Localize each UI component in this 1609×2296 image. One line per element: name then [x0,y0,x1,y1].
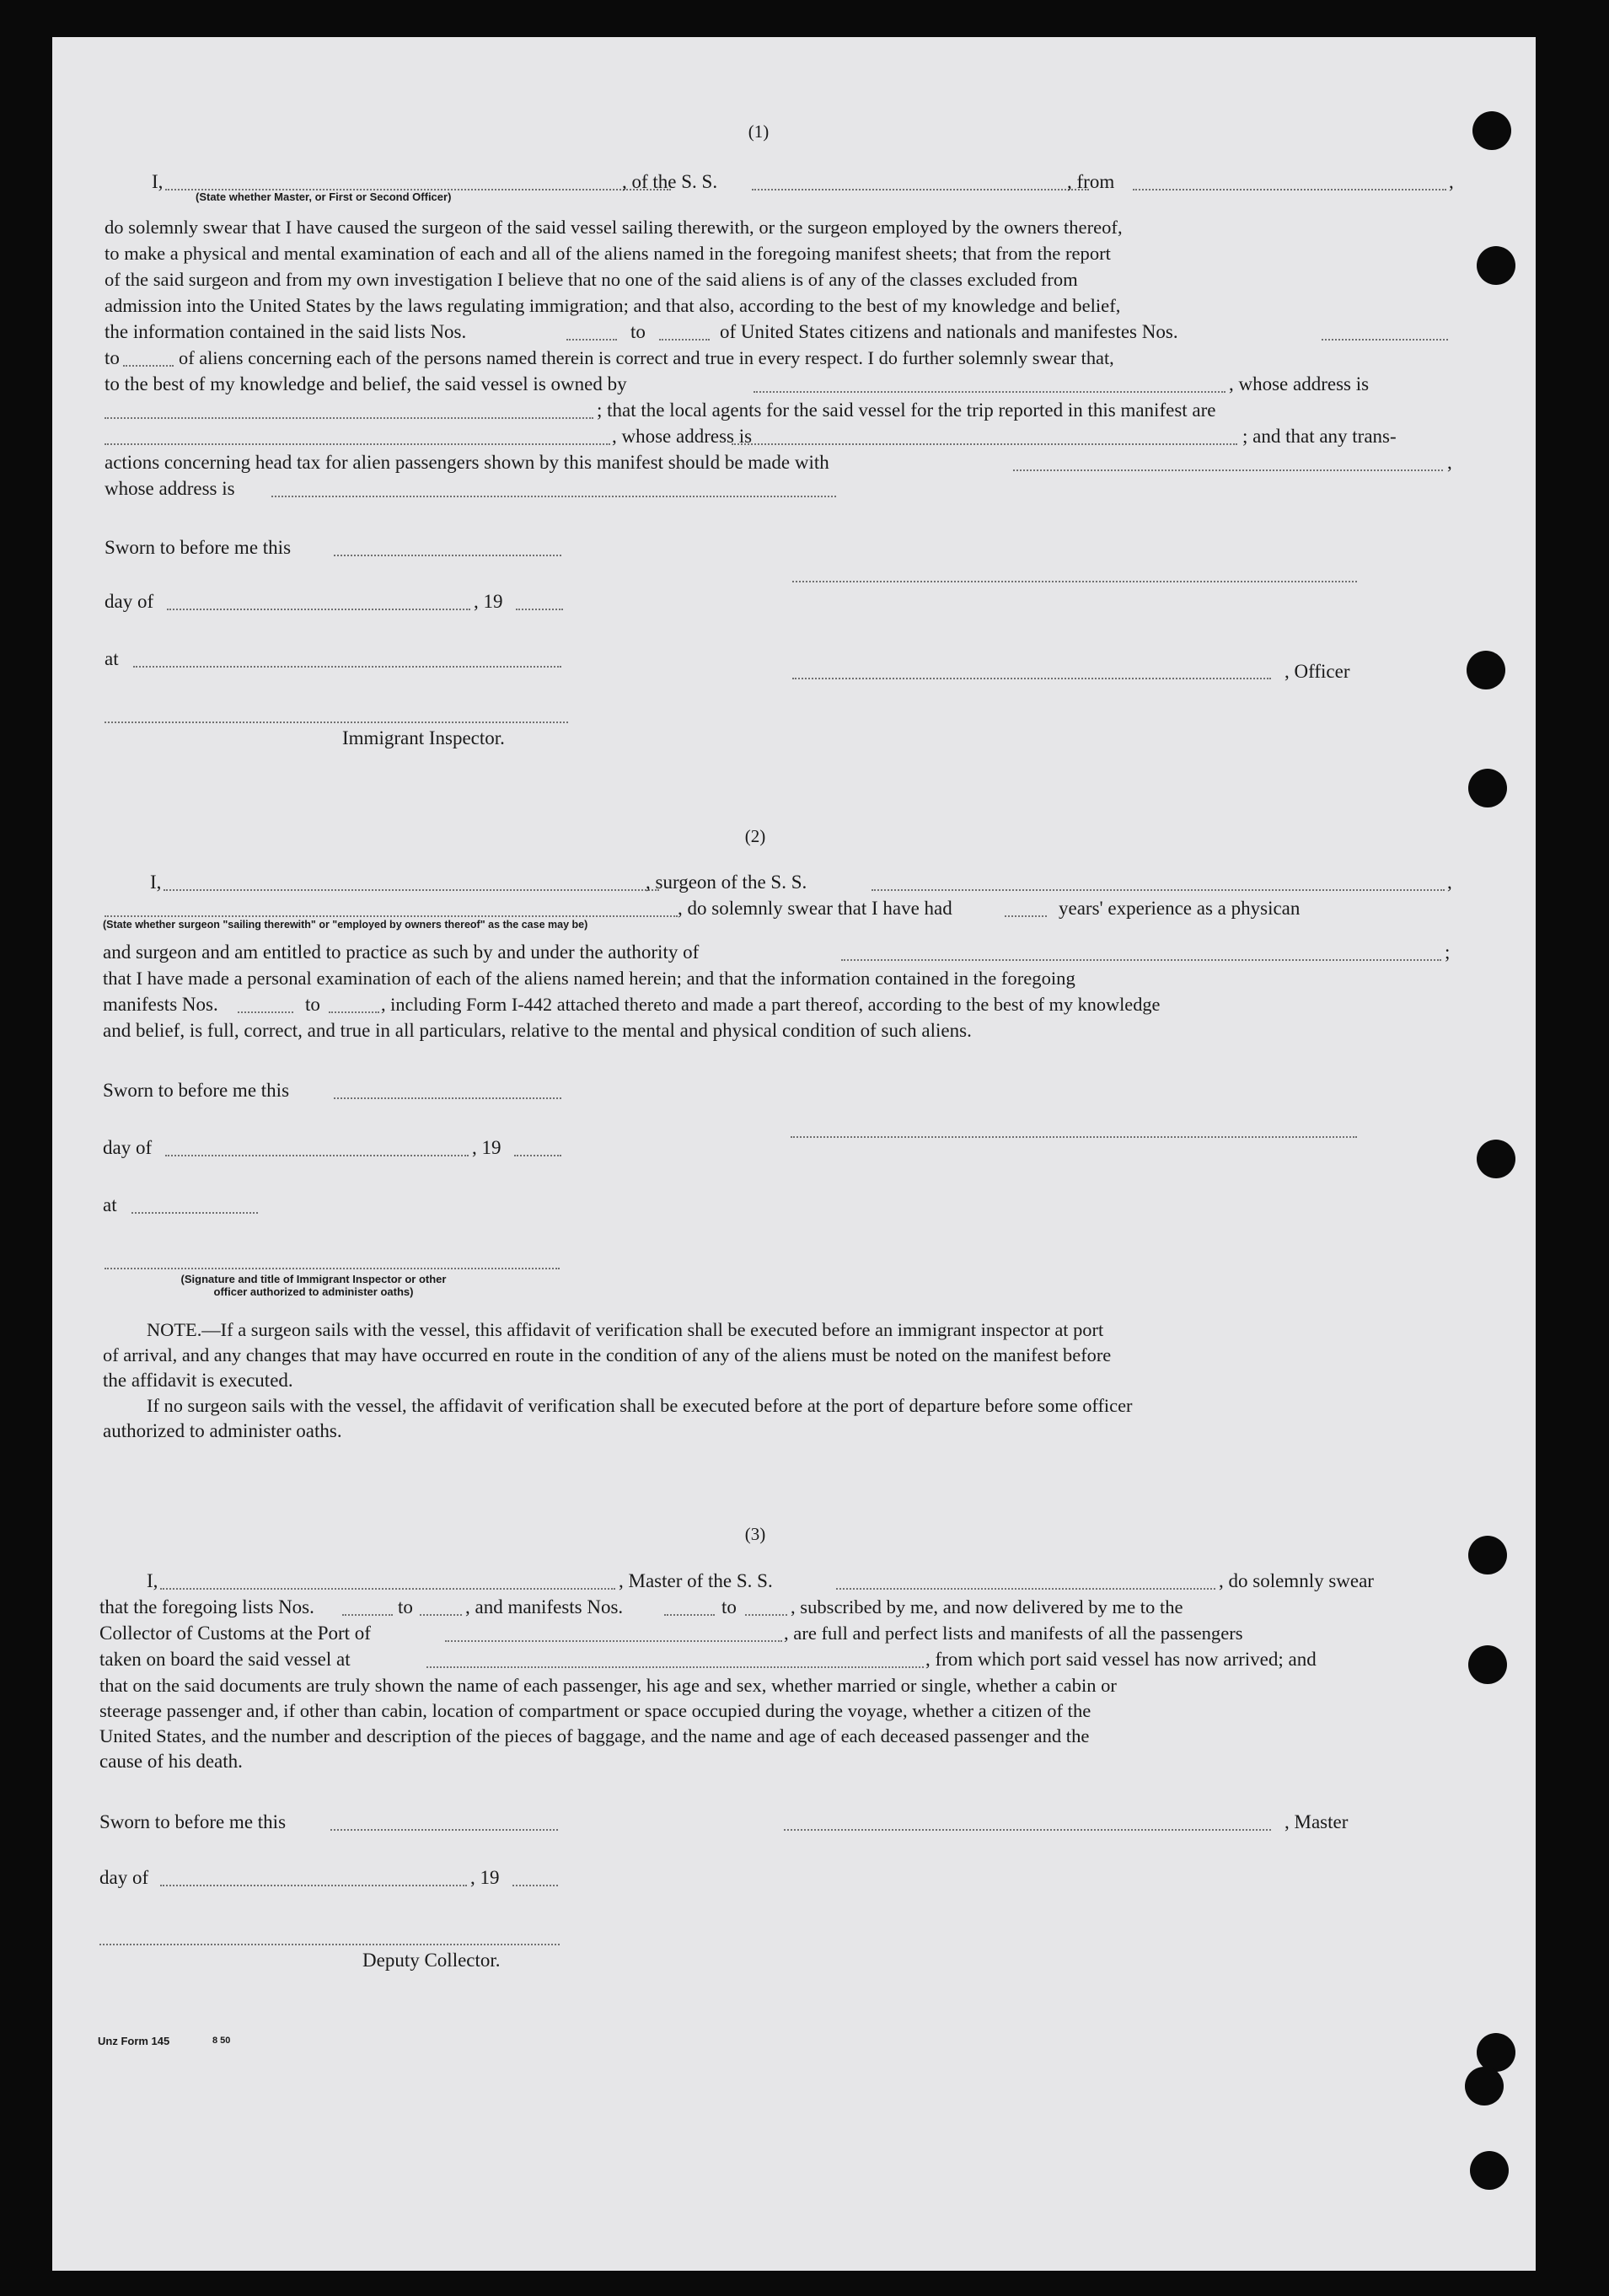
boarding-port-blank [426,1666,924,1668]
signature-hint [128,1273,499,1298]
oath-text: cause of his death. [99,1751,243,1772]
surgeon-type-blank [105,915,678,917]
lists-from-blank [342,1614,393,1616]
vessel-blank [752,189,1089,190]
oath-text: do solemnly swear that I have caused the surgeon of the said vessel sailing therewith, or the surgeon employed by the owners thereof, [105,217,1123,238]
punch-hole [1468,769,1507,807]
officer-name-blank [792,678,1271,679]
year-label: , 19 [472,1137,501,1158]
manifests-to-blank [123,365,174,367]
punch-hole [1468,1645,1507,1684]
port-blank [1133,189,1446,190]
oath-text: , are full and perfect lists and manifests of all the passengers [784,1623,1243,1644]
oath-text: manifests Nos. [103,994,218,1015]
at-blank [131,1212,258,1214]
day-label: day of [103,1137,153,1158]
lists-to-blank [420,1614,462,1616]
oath-line: , surgeon of the S. S. [646,872,807,893]
oath-text: steerage passenger and, if other than cabin, location of compartment or space occupied during the voyage, whether a citizen of the [99,1700,1091,1721]
day-label: day of [99,1867,149,1888]
oath-text: , from which port said vessel has now arrived; and [925,1649,1317,1670]
oath-text: to [305,994,320,1015]
oath-line: , [1447,872,1452,893]
oath-text: to [630,321,646,342]
oath-text: to [721,1596,737,1617]
day-blank [167,609,470,610]
oath-line: , do solemnly swear that I have had [678,898,952,919]
sworn-date-blank [334,1097,561,1099]
vessel-blank [872,889,1445,891]
master-label: , Master [1285,1811,1349,1832]
day-blank [165,1155,469,1156]
collector-label: Deputy Collector. [362,1950,501,1971]
officer-label: , Officer [1285,661,1350,682]
lists-to-blank [659,339,710,341]
oath-text: that I have made a personal examination of each of the aliens named herein; and that the information contained in the foregoing [103,968,1075,989]
section-number: (3) [744,1524,766,1544]
owner-address-blank [105,417,593,419]
oath-text: taken on board the said vessel at [99,1649,351,1670]
oath-text: , [1447,452,1452,473]
note-text: the affidavit is executed. [103,1370,293,1391]
signature-hint-line: officer authorized to administer oaths) [213,1285,414,1298]
surgeon-signature-blank [791,1136,1357,1138]
officer-hint: (State whether Master, or First or Second Officer) [196,190,452,203]
year-label: , 19 [470,1867,500,1888]
master-blank [160,1588,615,1590]
oath-text: to [398,1596,413,1617]
manifests-to-blank [329,1011,379,1013]
section-number: (1) [748,121,770,142]
sworn-date-blank [334,555,561,556]
note-text: If no surgeon sails with the vessel, the affidavit of verification shall be executed before at the port of departure before some officer [147,1395,1133,1416]
master-signature-blank [784,1829,1271,1831]
oath-text: admission into the United States by the laws regulating immigration; and that also, according to the best of my knowledge and belief, [105,295,1121,316]
oath-text: and belief, is full, correct, and true in all particulars, relative to the mental and physical condition of such aliens. [103,1020,972,1041]
note-text: of arrival, and any changes that may have occurred en route in the condition of any of the aliens must be noted on the manifest before [103,1344,1112,1365]
year-label: , 19 [474,591,503,612]
inspector-signature-blank [105,1268,560,1269]
oath-line: I, [152,171,164,192]
oath-text: to the best of my knowledge and belief, the said vessel is owned by [105,373,627,394]
surgeon-blank [164,889,659,891]
collector-signature-blank [99,1944,560,1945]
oath-text: to make a physical and mental examination of each and all of the aliens named in the foregoing manifest sheets; that from the report [105,243,1111,264]
manifests-from-blank [664,1614,715,1616]
oath-text: and surgeon and am entitled to practice as such by and under the authority of [103,941,700,963]
oath-line: , of the S. S. [622,171,718,192]
note-text: NOTE.—If a surgeon sails with the vessel, this affidavit of verification shall be executed before an immigrant inspector at port [147,1319,1104,1340]
punch-hole [1477,1140,1515,1178]
year-blank [514,1155,561,1156]
form-date: 8 50 [212,2036,231,2046]
sworn-label: Sworn to before me this [103,1080,290,1101]
at-label: at [105,648,119,669]
agents-address-blank [732,443,1237,445]
punch-hole [1468,1536,1507,1574]
section-number: (2) [744,826,766,846]
sworn-date-blank [330,1829,558,1831]
form-page [52,37,1536,2271]
surgeon-hint: (State whether surgeon "sailing therewith" or "employed by owners thereof" as the case may be) [103,919,588,931]
oath-text: of the said surgeon and from my own investigation I believe that no one of the said aliens is of any of the classes excluded from [105,269,1078,290]
inspector-label: Immigrant Inspector. [342,727,505,748]
port-blank [445,1640,782,1642]
form-number: Unz Form 145 [98,2035,170,2047]
oath-text: ; and that any trans- [1242,426,1397,447]
oath-line: , Master of the S. S. [619,1570,773,1591]
oath-text: , whose address is [612,426,753,447]
agents-blank [105,443,610,445]
oath-line: I, [147,1570,158,1591]
owner-blank [754,391,1226,393]
punch-hole [1477,246,1515,285]
vessel-blank [836,1588,1215,1590]
oath-text: that the foregoing lists Nos. [99,1596,314,1617]
punch-hole [1465,2067,1504,2106]
officer-signature-blank [792,581,1357,582]
oath-text: that on the said documents are truly shown the name of each passenger, his age and sex, whether married or single, whether a cabin or [99,1675,1117,1696]
year-blank [512,1885,558,1886]
oath-line: , from [1067,171,1115,192]
oath-text: of aliens concerning each of the persons named therein is correct and true in every respect. I do further solemnly swear that, [179,347,1114,368]
oath-text: , whose address is [1229,373,1370,394]
sworn-label: Sworn to before me this [105,537,292,558]
punch-hole [1470,2151,1509,2190]
punch-hole [1472,111,1511,150]
oath-text: actions concerning head tax for alien passengers shown by this manifest should be made with [105,452,829,473]
oath-line: , [1449,171,1454,192]
inspector-signature-blank [105,722,568,723]
oath-text: of United States citizens and nationals and manifestes Nos. [720,321,1178,342]
note-text: authorized to administer oaths. [103,1420,342,1441]
oath-text: , including Form I-442 attached thereto and made a part thereof, according to the best of my knowledge [381,994,1161,1015]
oath-text: , subscribed by me, and now delivered by me to the [791,1596,1183,1617]
authority-blank [841,959,1441,961]
years-blank [1005,915,1047,917]
manifests-to-blank [745,1614,787,1616]
oath-text: , and manifests Nos. [465,1596,624,1617]
oath-text: the information contained in the said lists Nos. [105,321,467,342]
punch-hole [1467,651,1505,689]
oath-line: years' experience as a physican [1059,898,1301,919]
signature-hint-line: (Signature and title of Immigrant Inspector or other [180,1273,447,1285]
oath-text: United States, and the number and description of the pieces of baggage, and the name and age of each deceased passenger and the [99,1725,1090,1746]
at-label: at [103,1194,117,1215]
day-label: day of [105,591,154,612]
oath-line: I, [150,872,162,893]
oath-line: , do solemnly swear [1219,1570,1374,1591]
oath-text: whose address is [105,478,235,499]
manifests-from-blank [1322,339,1448,341]
year-blank [516,609,563,610]
head-tax-blank [1013,469,1443,471]
oath-text: ; that the local agents for the said vessel for the trip reported in this manifest are [597,400,1216,421]
head-tax-address-blank [271,496,836,497]
manifests-from-blank [238,1011,293,1013]
day-blank [160,1885,467,1886]
oath-text: Collector of Customs at the Port of [99,1623,371,1644]
sworn-label: Sworn to before me this [99,1811,287,1832]
oath-text: to [105,347,120,368]
lists-from-blank [566,339,617,341]
oath-text: ; [1445,941,1451,963]
at-blank [133,666,561,668]
